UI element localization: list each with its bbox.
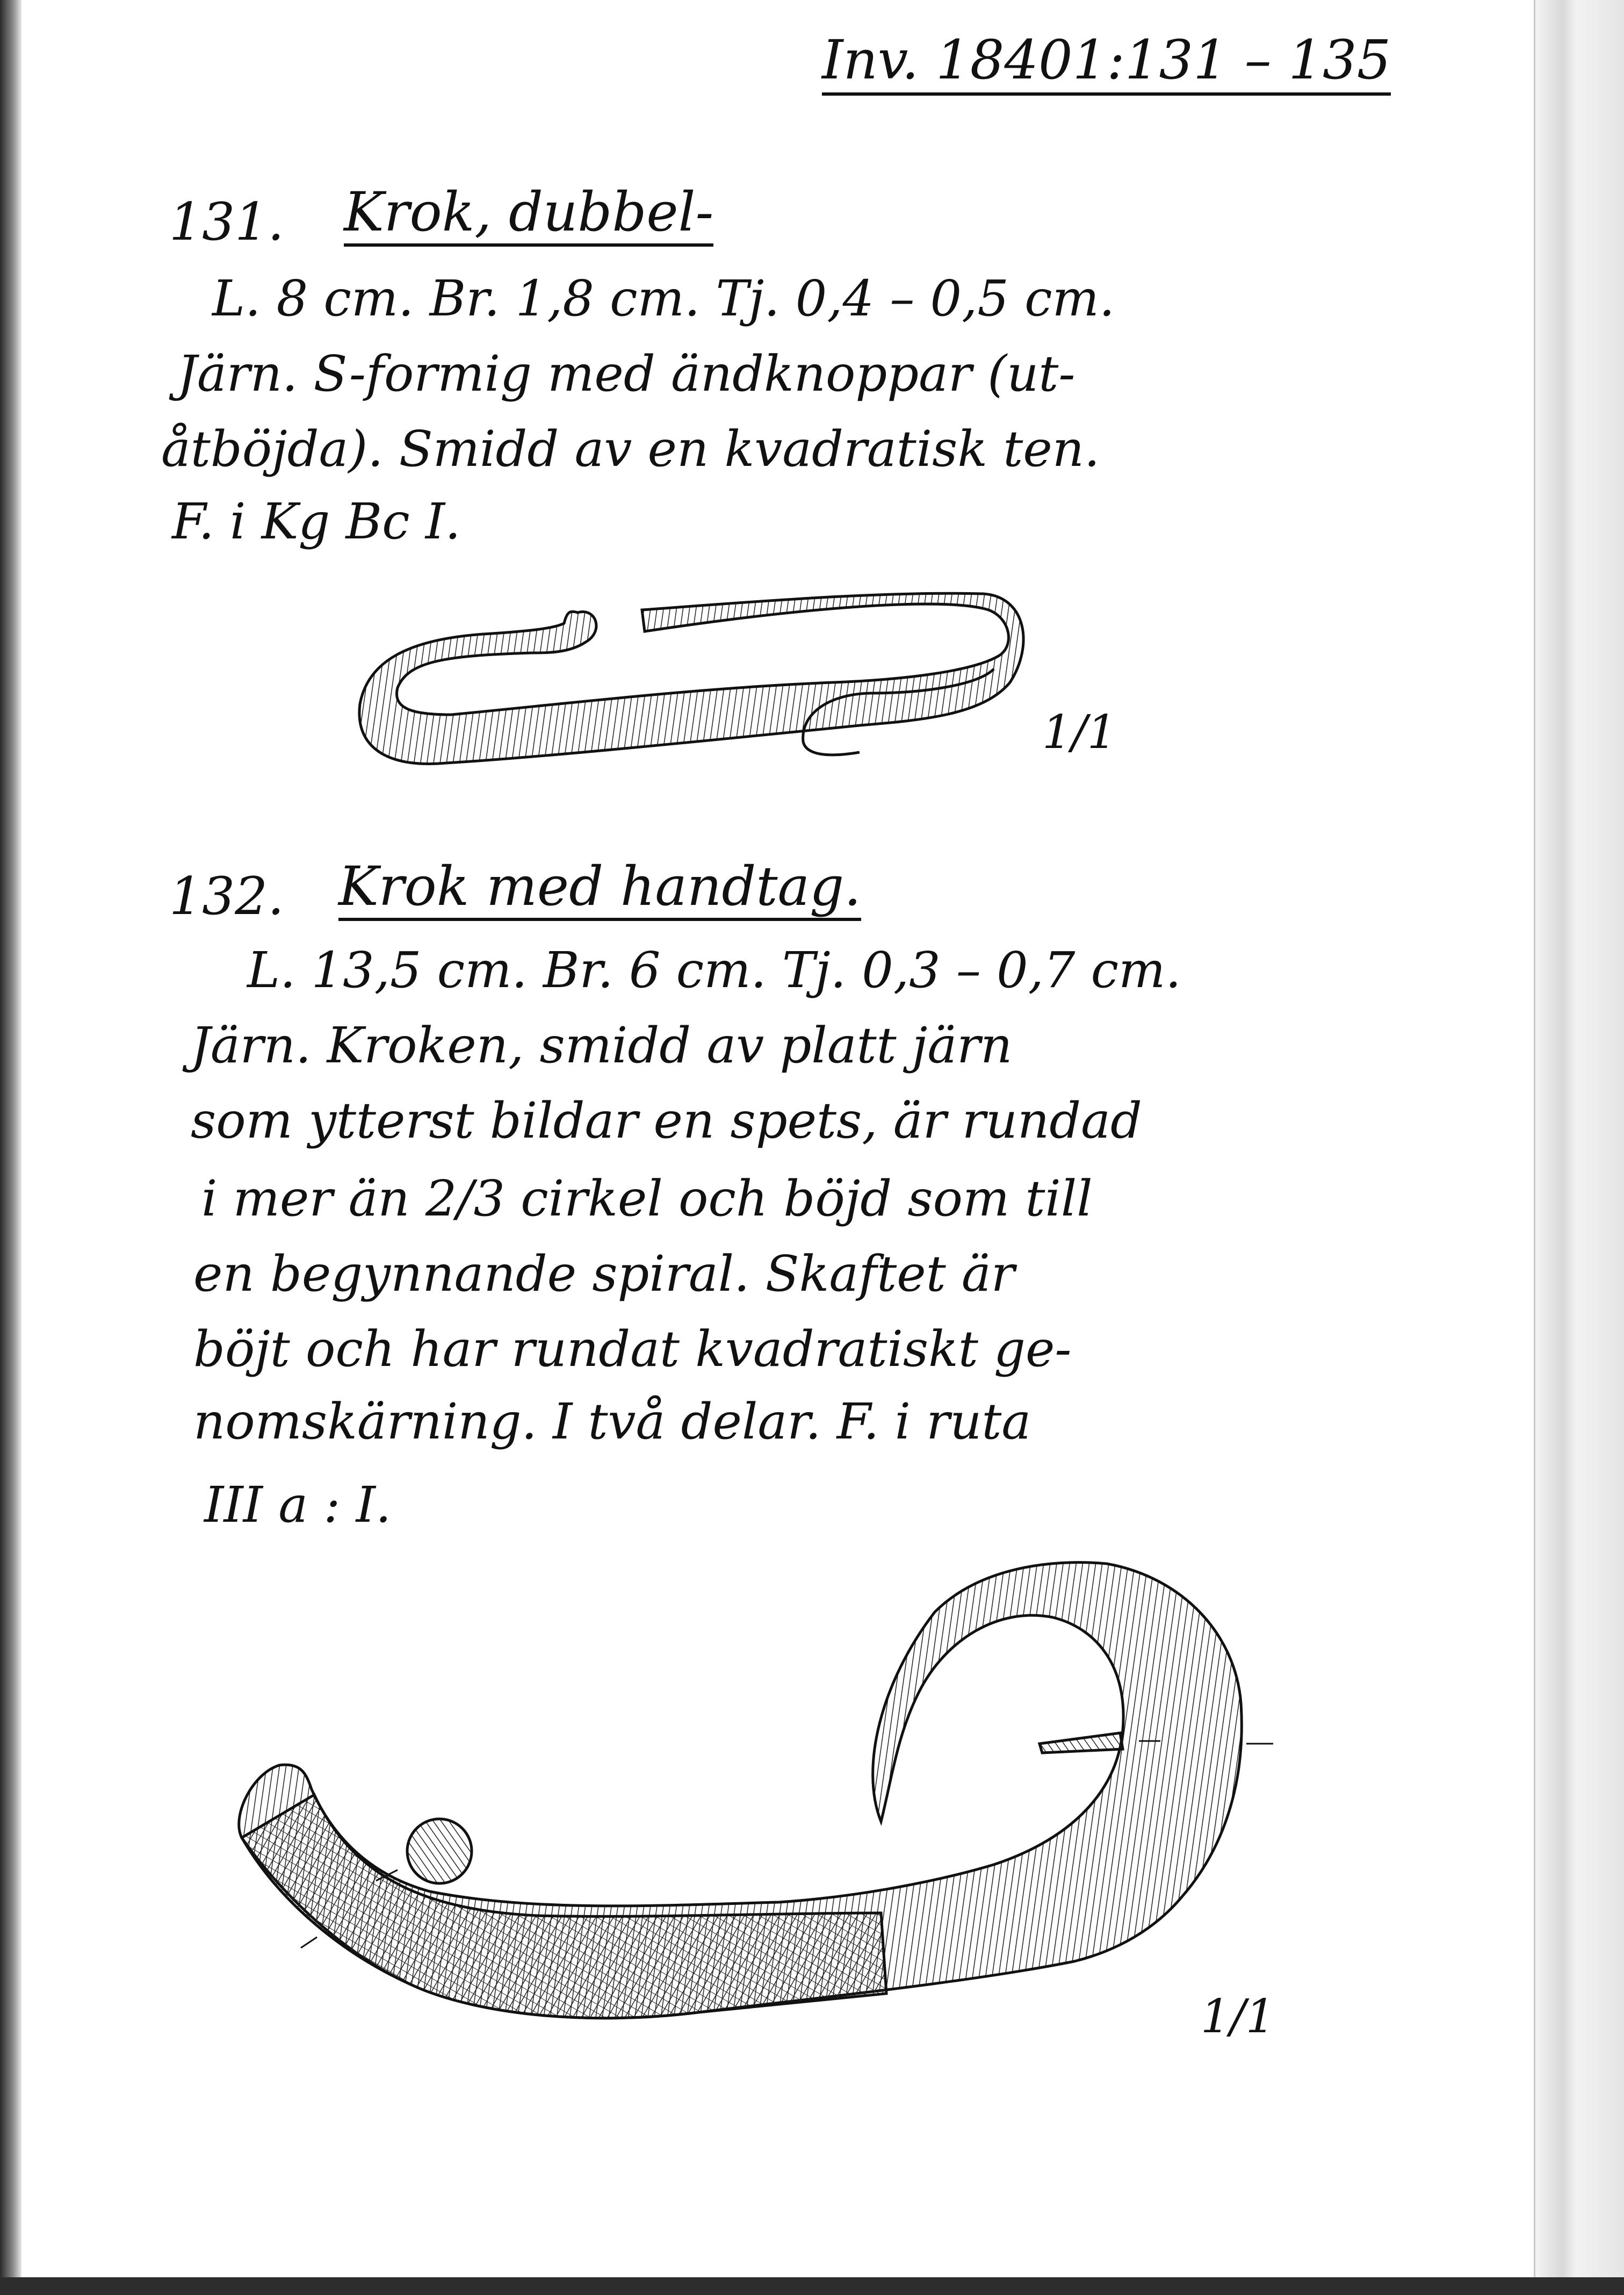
entry-132-description-line-3: i mer än 2/3 cirkel och böjd som till [201,1170,1093,1227]
entry-132-findspot: III a : I. [204,1476,392,1534]
entry-132-title: Krok med handtag. [338,860,861,921]
entry-132-description-line-6: nomskärning. I två delar. F. i ruta [193,1393,1031,1450]
flat-section-icon [1040,1733,1123,1753]
round-section-icon [407,1819,472,1883]
entry-131-title: Krok, dubbel- [344,185,713,247]
entry-131-findspot: F. i Kg Bc I. [172,493,461,550]
entry-132-description-line-5: böjt och har rundat kvadratiskt ge- [193,1320,1072,1378]
s-hook-drawing [359,593,1023,764]
entry-131-dimensions: L. 8 cm. Br. 1,8 cm. Tj. 0,4 – 0,5 cm. [212,270,1115,327]
entry-132-number: 132. [169,866,284,926]
entry-132-description-line-2: som ytterst bildar en spets, är rundad [191,1092,1142,1149]
entry-131-description-line-1: Järn. S-formig med ändknoppar (ut- [177,345,1076,402]
entry-132-dimensions: L. 13,5 cm. Br. 6 cm. Tj. 0,3 – 0,7 cm. [247,941,1181,999]
inventory-reference: Inv. 18401:131 – 135 [822,33,1391,96]
entry-132-scale: 1/1 [1201,1990,1275,2044]
entry-131-description-line-2: åtböjda). Smidd av en kvadratisk ten. [161,420,1100,478]
entry-132-description-line-1: Järn. Kroken, smidd av platt järn [191,1017,1013,1074]
spiral-hook-drawing [239,1563,1273,2018]
entry-131-scale: 1/1 [1042,706,1117,759]
entry-131-number: 131. [169,192,284,252]
entry-132-description-line-4: en begynnande spiral. Skaftet är [193,1245,1015,1303]
